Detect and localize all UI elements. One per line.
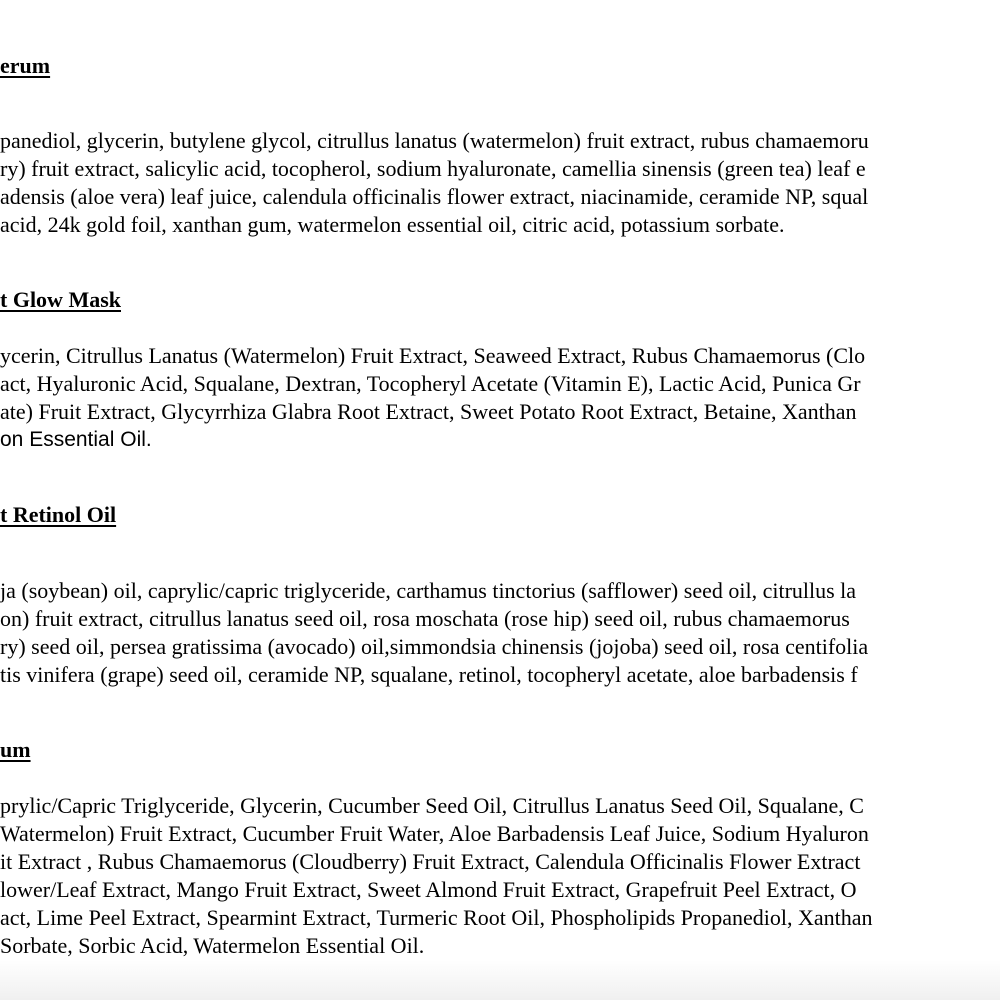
- ingredient-line: it Extract , Rubus Chamaemorus (Cloudberry) Fruit Extract, Calendula Officinalis Flower Extract: [0, 849, 861, 874]
- ingredient-line: act, Lime Peel Extract, Spearmint Extract, Turmeric Root Oil, Phospholipids Propanediol, Xanthan: [0, 905, 873, 930]
- ingredient-line: ja (soybean) oil, caprylic/capric triglyceride, carthamus tinctorius (safflower) seed oil, citrullus la: [0, 578, 857, 603]
- ingredient-line: panediol, glycerin, butylene glycol, citrullus lanatus (watermelon) fruit extract, rubus chamaemoru: [0, 128, 869, 153]
- section-heading-serum: erum: [0, 53, 51, 78]
- ingredient-line: adensis (aloe vera) leaf juice, calendula officinalis flower extract, niacinamide, ceramide NP, squal: [0, 184, 869, 209]
- ingredient-line: ycerin, Citrullus Lanatus (Watermelon) Fruit Extract, Seaweed Extract, Rubus Chamaemorus (Clo: [0, 343, 866, 368]
- ingredient-line: Sorbate, Sorbic Acid, Watermelon Essential Oil.: [0, 933, 425, 958]
- ingredient-line: ry) fruit extract, salicylic acid, tocopherol, sodium hyaluronate, camellia sinensis (green tea) leaf e: [0, 156, 866, 181]
- ingredient-line: acid, 24k gold foil, xanthan gum, watermelon essential oil, citric acid, potassium sorbate.: [0, 212, 785, 237]
- section-heading-retinol-oil: t Retinol Oil: [0, 502, 117, 527]
- ingredient-line: lower/Leaf Extract, Mango Fruit Extract, Sweet Almond Fruit Extract, Grapefruit Peel Extract, O: [0, 877, 857, 902]
- ingredient-line: tis vinifera (grape) seed oil, ceramide NP, squalane, retinol, tocopheryl acetate, aloe barbadensis f: [0, 662, 858, 687]
- ingredient-line: on Essential Oil.: [0, 428, 152, 451]
- ingredient-line: Watermelon) Fruit Extract, Cucumber Fruit Water, Aloe Barbadensis Leaf Juice, Sodium Hyaluron: [0, 821, 869, 846]
- ingredient-line: ry) seed oil, persea gratissima (avocado) oil,simmondsia chinensis (jojoba) seed oil, rosa centifolia: [0, 634, 869, 659]
- page-bottom-shadow: [0, 960, 1000, 1000]
- ingredient-line: on) fruit extract, citrullus lanatus seed oil, rosa moschata (rose hip) seed oil, rubus chamaemorus: [0, 606, 850, 631]
- ingredient-line: ate) Fruit Extract, Glycyrrhiza Glabra Root Extract, Sweet Potato Root Extract, Betaine, Xanthan: [0, 399, 857, 424]
- ingredient-line: act, Hyaluronic Acid, Squalane, Dextran, Tocopheryl Acetate (Vitamin E), Lactic Acid, Punica Gr: [0, 371, 861, 396]
- section-heading-glow-mask: t Glow Mask: [0, 287, 121, 312]
- ingredient-line: prylic/Capric Triglyceride, Glycerin, Cucumber Seed Oil, Citrullus Lanatus Seed Oil, Squalane, C: [0, 793, 864, 818]
- section-heading-um: um: [0, 737, 31, 762]
